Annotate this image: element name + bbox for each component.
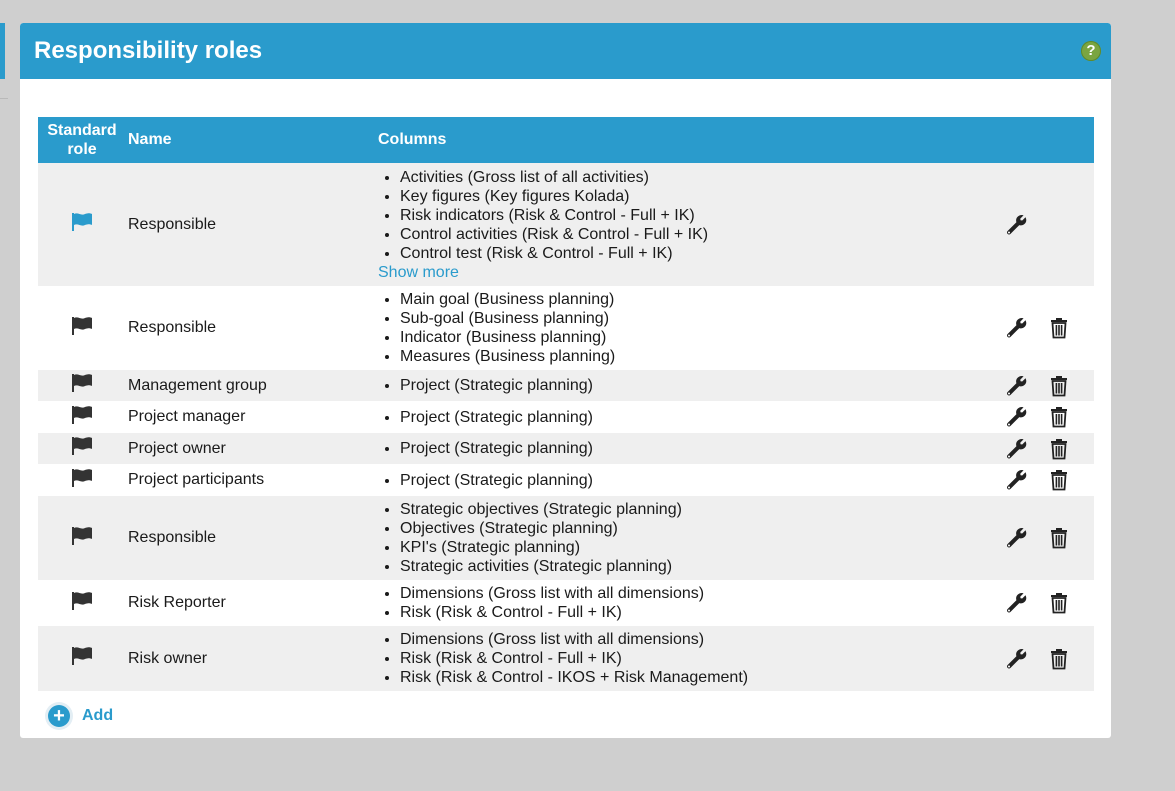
trash-icon[interactable] — [1048, 527, 1070, 549]
columns-cell — [378, 286, 988, 370]
background-tab-edge — [0, 23, 5, 79]
actions-cell — [988, 496, 1094, 580]
list-item: • Indicator (Business planning) — [400, 328, 988, 347]
standard-role-cell — [38, 464, 126, 496]
role-name: Project owner — [126, 433, 378, 464]
trash-icon[interactable] — [1048, 438, 1070, 460]
trash-icon[interactable] — [1048, 648, 1070, 670]
actions-cell — [988, 626, 1094, 691]
list-item: • Objectives (Strategic planning) — [400, 519, 988, 538]
columns-list — [378, 372, 988, 399]
show-more-link[interactable]: Show more — [378, 263, 459, 281]
columns-list — [378, 286, 988, 370]
columns-list — [378, 580, 988, 626]
standard-role-cell — [38, 163, 126, 286]
table-row — [38, 464, 1094, 496]
standard-role-cell — [38, 496, 126, 580]
wrench-icon[interactable] — [1006, 375, 1028, 397]
list-item: • Dimensions (Gross list with all dimensions) — [400, 584, 988, 603]
list-item: • Measures (Business planning) — [400, 347, 988, 366]
standard-role-cell — [38, 626, 126, 691]
header-name: Name — [126, 117, 378, 163]
wrench-icon[interactable] — [1006, 317, 1028, 339]
panel-title: Responsibility roles — [34, 37, 263, 64]
list-item: • Project (Strategic planning) — [400, 471, 988, 490]
flag-icon — [70, 373, 94, 393]
role-name: Responsible — [126, 163, 378, 286]
list-item: • Risk (Risk & Control - Full + IK) — [400, 603, 988, 622]
header-standard-role: Standard role — [38, 117, 126, 163]
role-name: Risk owner — [126, 626, 378, 691]
wrench-icon[interactable] — [1006, 648, 1028, 670]
standard-role-cell — [38, 401, 126, 433]
columns-list — [378, 467, 988, 494]
responsibility-roles-panel — [20, 23, 1111, 738]
wrench-icon[interactable] — [1006, 592, 1028, 614]
background-divider — [0, 98, 8, 99]
list-item: • Strategic activities (Strategic planning) — [400, 557, 988, 576]
columns-list — [378, 435, 988, 462]
flag-icon — [70, 212, 94, 232]
list-item: • KPI's (Strategic planning) — [400, 538, 988, 557]
roles-table-body — [38, 163, 1094, 691]
list-item: • Sub-goal (Business planning) — [400, 309, 988, 328]
columns-list — [378, 404, 988, 431]
role-name: Risk Reporter — [126, 580, 378, 626]
list-item: • Project (Strategic planning) — [400, 439, 988, 458]
trash-icon[interactable] — [1048, 406, 1070, 428]
wrench-icon[interactable] — [1006, 527, 1028, 549]
list-item: • Project (Strategic planning) — [400, 376, 988, 395]
trash-icon[interactable] — [1048, 317, 1070, 339]
list-item: • Project (Strategic planning) — [400, 408, 988, 427]
columns-list — [378, 496, 988, 580]
columns-cell — [378, 464, 988, 496]
table-row — [38, 286, 1094, 370]
table-row — [38, 163, 1094, 286]
standard-role-cell — [38, 580, 126, 626]
wrench-icon[interactable] — [1006, 469, 1028, 491]
table-row — [38, 626, 1094, 691]
trash-icon[interactable] — [1048, 375, 1070, 397]
columns-cell — [378, 496, 988, 580]
actions-cell — [988, 401, 1094, 433]
list-item: • Risk indicators (Risk & Control - Full + IK) — [400, 206, 988, 225]
header-actions — [988, 117, 1094, 163]
columns-cell — [378, 626, 988, 691]
list-item: • Control test (Risk & Control - Full + IK) — [400, 244, 988, 263]
wrench-icon[interactable] — [1006, 438, 1028, 460]
columns-cell — [378, 401, 988, 433]
role-name: Responsible — [126, 286, 378, 370]
role-name: Project participants — [126, 464, 378, 496]
actions-cell — [988, 580, 1094, 626]
wrench-icon[interactable] — [1006, 214, 1028, 236]
standard-role-cell — [38, 286, 126, 370]
flag-icon — [70, 646, 94, 666]
add-label: Add — [82, 707, 114, 724]
add-role-button[interactable] — [48, 703, 113, 729]
actions-cell — [988, 163, 1094, 286]
list-item: • Key figures (Key figures Kolada) — [400, 187, 988, 206]
trash-icon[interactable] — [1048, 592, 1070, 614]
list-item: • Control activities (Risk & Control - Full + IK) — [400, 225, 988, 244]
actions-cell — [988, 433, 1094, 464]
wrench-icon[interactable] — [1006, 406, 1028, 428]
table-row — [38, 433, 1094, 464]
standard-role-cell — [38, 370, 126, 401]
table-row — [38, 580, 1094, 626]
standard-role-cell — [38, 433, 126, 464]
header-columns: Columns — [378, 117, 988, 163]
columns-list — [378, 164, 988, 263]
list-item: • Risk (Risk & Control - IKOS + Risk Management) — [400, 668, 988, 687]
actions-cell — [988, 286, 1094, 370]
columns-list — [378, 626, 988, 691]
flag-icon — [70, 316, 94, 336]
list-item: • Risk (Risk & Control - Full + IK) — [400, 649, 988, 668]
flag-icon — [70, 405, 94, 425]
trash-icon[interactable] — [1048, 469, 1070, 491]
panel-header — [20, 23, 1111, 79]
role-name: Project manager — [126, 401, 378, 433]
columns-cell — [378, 370, 988, 401]
list-item: • Main goal (Business planning) — [400, 290, 988, 309]
flag-icon — [70, 468, 94, 488]
roles-table — [38, 117, 1094, 691]
table-row — [38, 401, 1094, 433]
flag-icon — [70, 526, 94, 546]
role-name: Management group — [126, 370, 378, 401]
flag-icon — [70, 436, 94, 456]
columns-cell — [378, 580, 988, 626]
table-header-row — [38, 117, 1094, 163]
list-item: • Dimensions (Gross list with all dimensions) — [400, 630, 988, 649]
plus-circle-icon: + — [48, 705, 70, 727]
columns-cell — [378, 163, 988, 286]
list-item: • Activities (Gross list of all activities) — [400, 168, 988, 187]
table-row — [38, 496, 1094, 580]
list-item: • Strategic objectives (Strategic planning) — [400, 500, 988, 519]
actions-cell — [988, 370, 1094, 401]
actions-cell — [988, 464, 1094, 496]
flag-icon — [70, 591, 94, 611]
columns-cell — [378, 433, 988, 464]
role-name: Responsible — [126, 496, 378, 580]
help-icon[interactable]: ? — [1081, 41, 1101, 61]
table-row — [38, 370, 1094, 401]
